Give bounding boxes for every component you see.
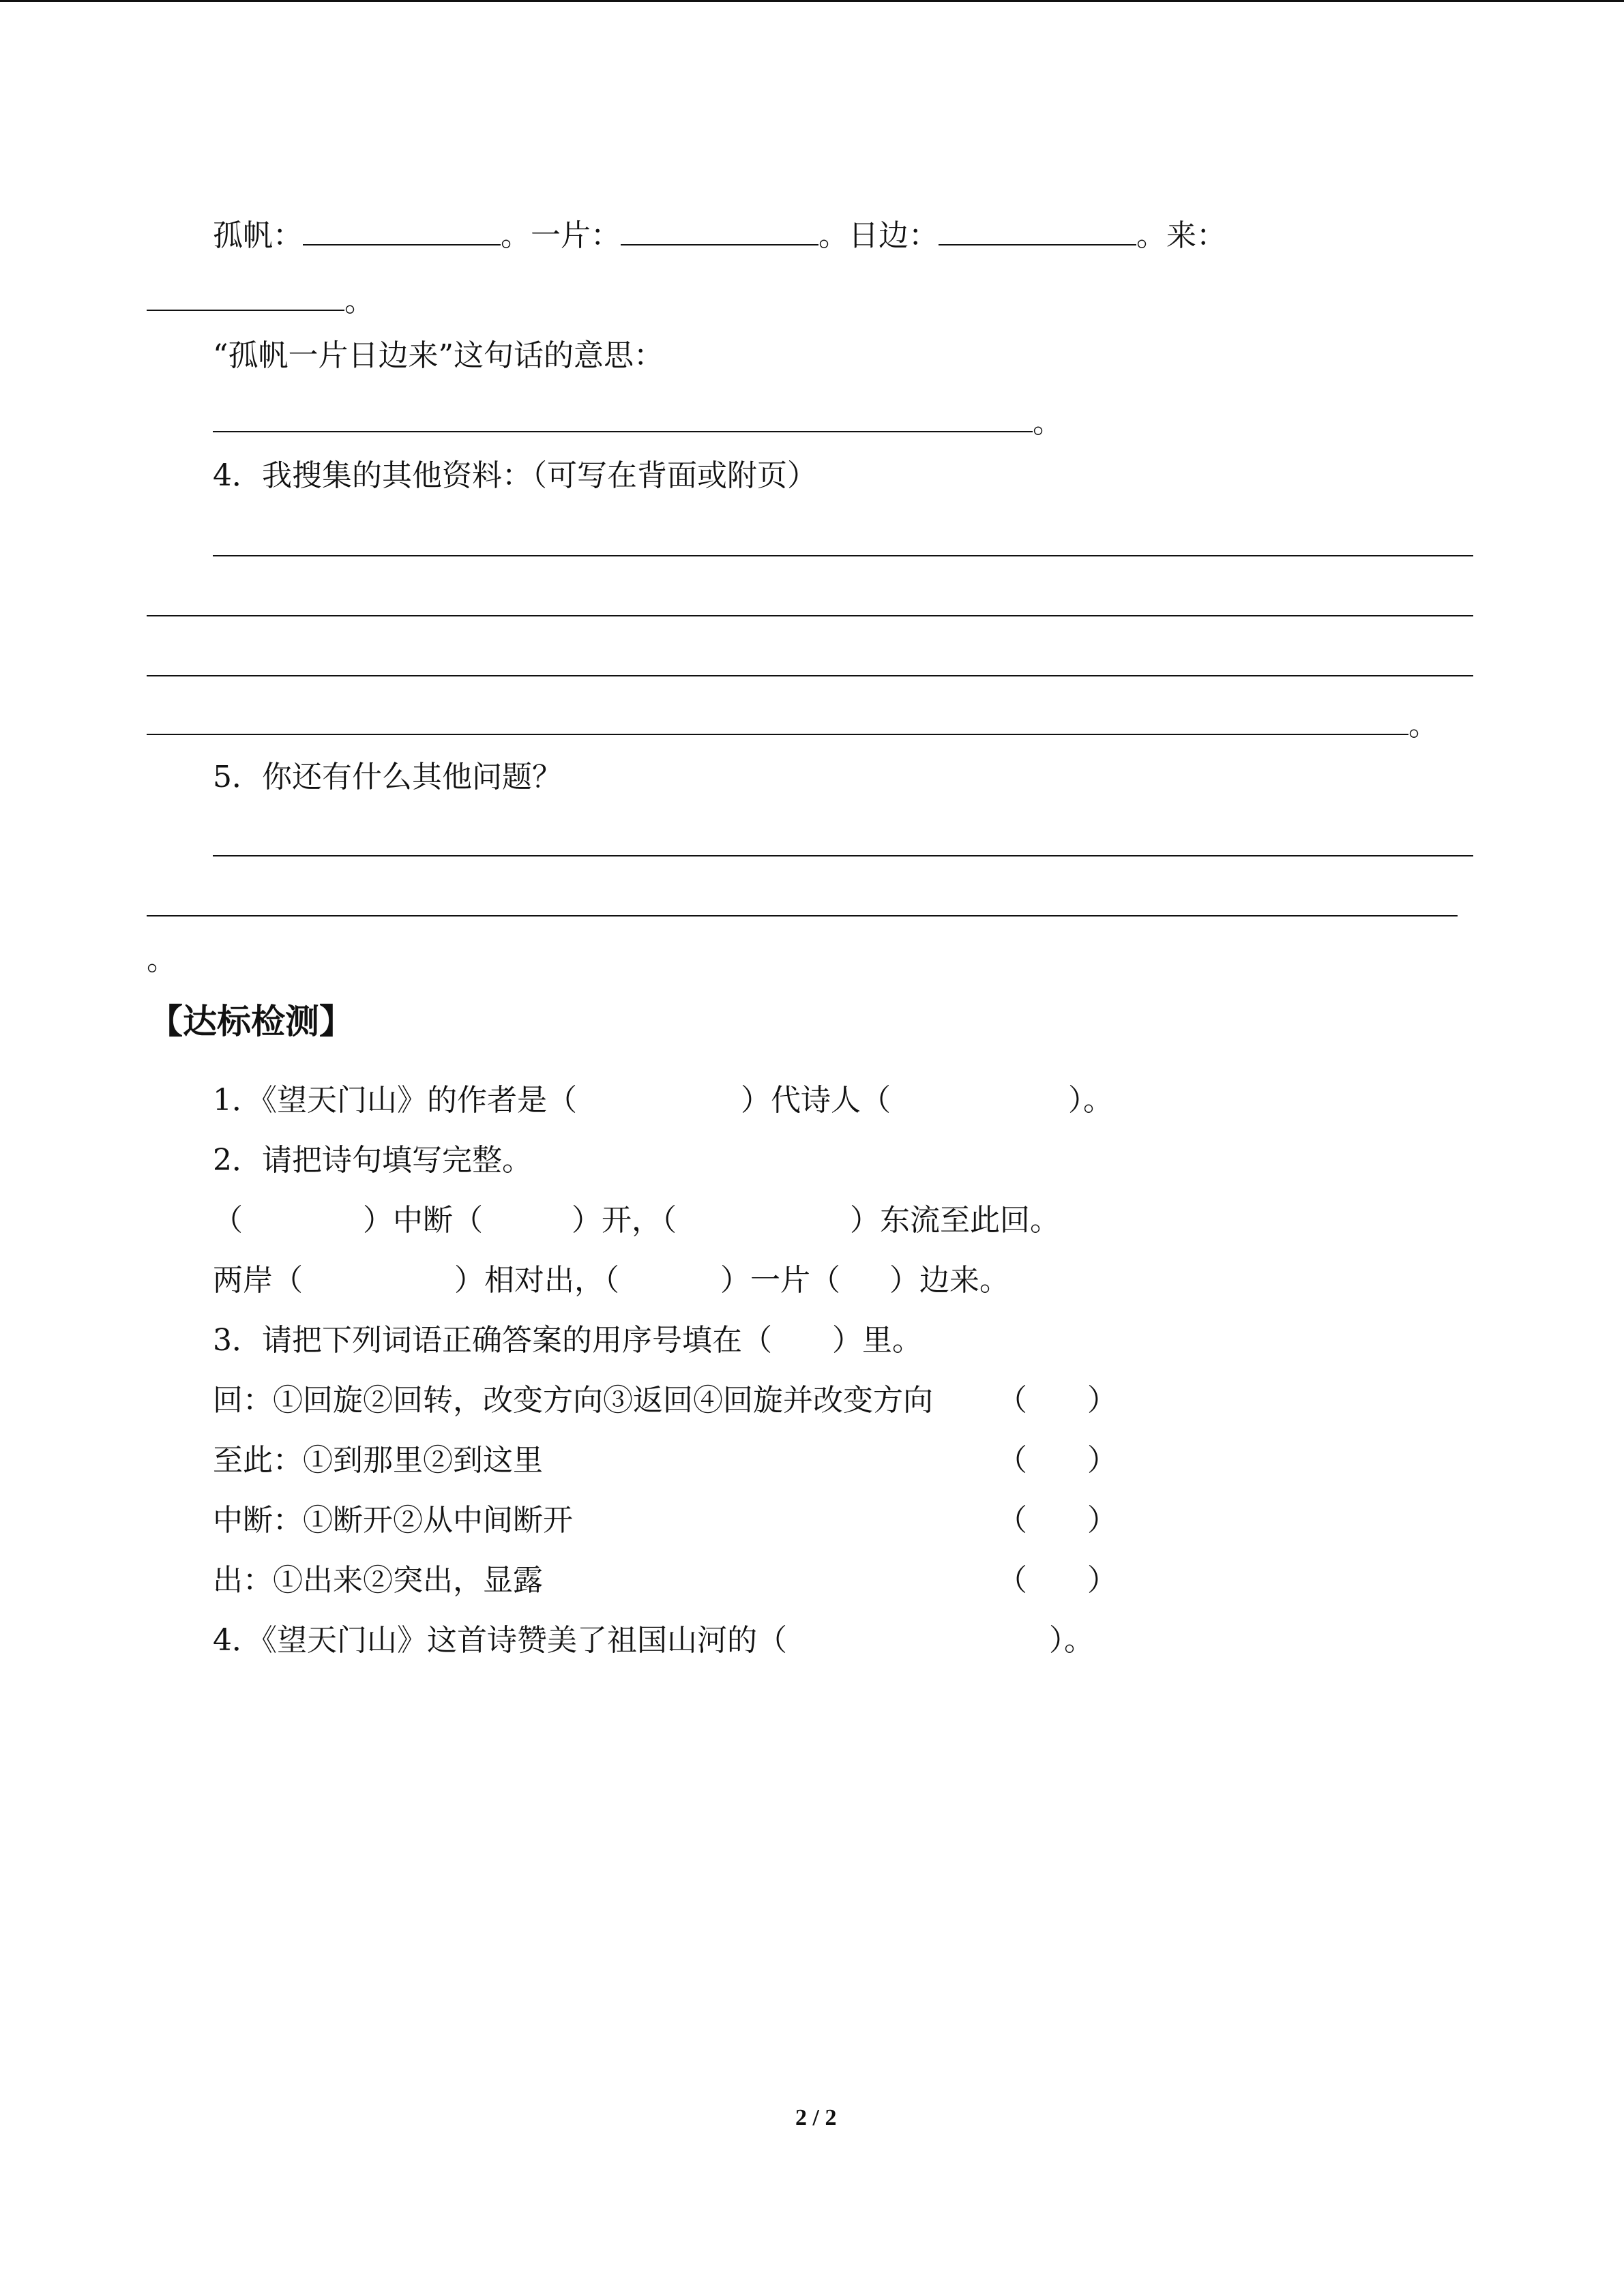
gloss-label-ribian: 。日边： (818, 218, 939, 253)
line2-part-d: ）边来。 (889, 1263, 1009, 1298)
page-number: 2 / 2 (795, 2105, 837, 2130)
page-top-border (0, 0, 1624, 2)
question-4-materials: 4．我搜集的其他资料：（可写在背面或附页） (213, 458, 817, 493)
answer-line[interactable] (147, 615, 1473, 616)
meaning-blank[interactable] (213, 404, 1033, 432)
line1-part-c: ）开，（ (572, 1203, 677, 1238)
line2-part-c: ）一片（ (720, 1263, 840, 1298)
section-heading: 【达标检测】 (149, 1002, 353, 1041)
option-zhici: 至此：①到那里②到这里 (213, 1443, 543, 1478)
gloss-label-yipian: 。一片： (501, 218, 621, 253)
q1-part-c: ）。 (1068, 1083, 1113, 1118)
meaning-end: 。 (1033, 405, 1063, 440)
meaning-answer-line (213, 404, 1063, 442)
question-3-instruction: 3．请把下列词语正确答案的用序号填在（ ）里。 (213, 1323, 922, 1358)
option-chu: 出：①出来②突出，显露 (213, 1563, 543, 1598)
answer-line[interactable] (147, 675, 1473, 676)
option-hui-answer[interactable]: （ ） (997, 1383, 1117, 1418)
answer-line-last (147, 706, 1438, 745)
question-5-end: 。 (147, 942, 177, 977)
question-1-author (213, 1082, 1113, 1120)
answer-line[interactable] (213, 555, 1473, 556)
materials-end: 。 (1408, 708, 1438, 743)
option-zhici-answer[interactable]: （ ） (997, 1443, 1117, 1478)
line1-part-d: ）东流至此回。 (850, 1203, 1060, 1238)
gloss-blank-gufan[interactable] (303, 217, 501, 245)
question-5-other: 5．你还有什么其他问题？ (213, 760, 562, 794)
q1-part-a: 1．《望天门山》的作者是（ (213, 1083, 577, 1118)
gloss-line-continued (147, 282, 374, 320)
poem-line-2 (213, 1262, 1009, 1300)
answer-line[interactable] (147, 915, 1458, 916)
gloss-blank-lai[interactable] (147, 282, 344, 311)
question-4-praise (213, 1622, 1094, 1660)
answer-blank[interactable] (147, 706, 1408, 735)
question-2-complete: 2．请把诗句填写完整。 (213, 1143, 532, 1178)
option-zhongduan-answer[interactable]: （ ） (997, 1503, 1117, 1538)
gloss-label-lai: 。来： (1136, 218, 1226, 253)
line1-part-a: （ (213, 1203, 243, 1238)
option-chu-answer[interactable]: （ ） (997, 1563, 1117, 1598)
gloss-blank-ribian[interactable] (939, 217, 1136, 245)
option-zhongduan: 中断：①断开②从中间断开 (213, 1503, 573, 1538)
line2-part-a: 两岸（ (213, 1263, 303, 1298)
gloss-line (213, 217, 1226, 255)
q4-part-b: ）。 (1049, 1623, 1094, 1658)
line1-part-b: ）中断（ (363, 1203, 483, 1238)
gloss-label-gufan: 孤帆： (213, 218, 303, 253)
gloss-end: 。 (344, 284, 374, 318)
gloss-blank-yipian[interactable] (621, 217, 818, 245)
answer-line[interactable] (213, 855, 1473, 856)
poem-line-1 (213, 1202, 1060, 1240)
line2-part-b: ）相对出，（ (454, 1263, 619, 1298)
q4-part-a: 4．《望天门山》这首诗赞美了祖国山河的（ (213, 1623, 787, 1658)
meaning-label: “孤帆一片日边来”这句话的意思： (213, 338, 664, 373)
option-hui: 回：①回旋②回转，改变方向③返回④回旋并改变方向 (213, 1383, 933, 1418)
q1-part-b: ）代诗人（ (741, 1083, 891, 1118)
